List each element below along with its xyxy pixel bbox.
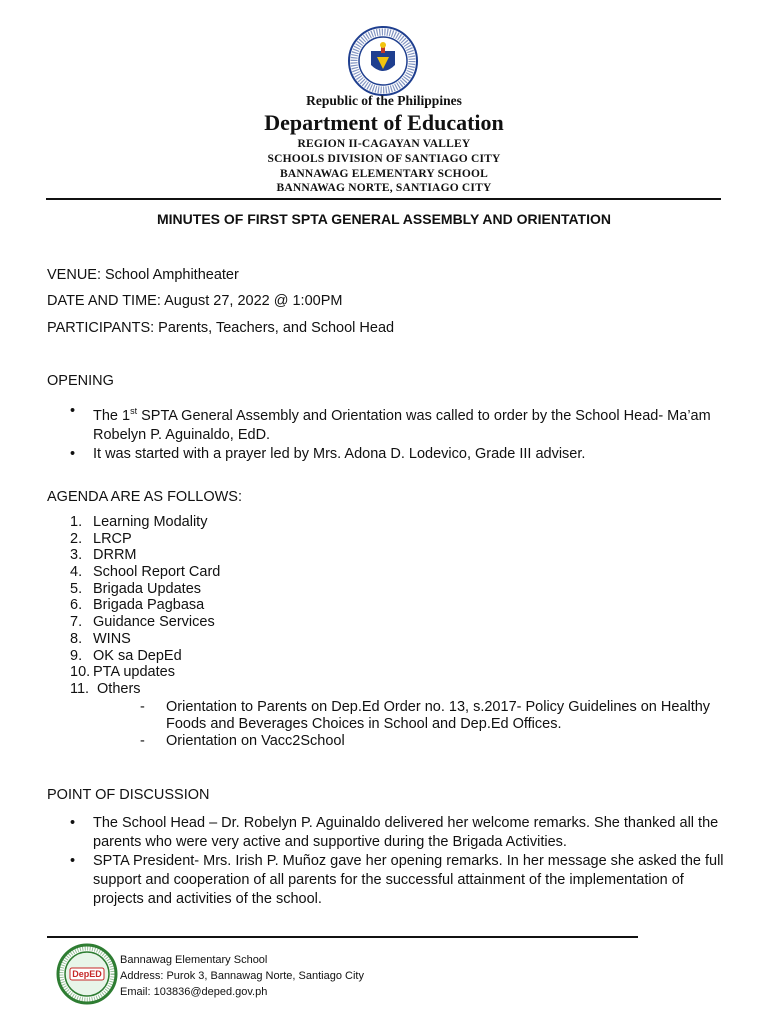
agenda-label: DRRM [93, 547, 137, 564]
list-item: - Orientation on Vacc2School [136, 733, 726, 750]
others-sublist [136, 699, 726, 750]
region-line: REGION II-CAGAYAN VALLEY [297, 138, 471, 150]
agenda-item [70, 564, 220, 581]
footer-address: Address: Purok 3, Bannawag Norte, Santiago City [120, 970, 364, 982]
agenda-heading: AGENDA ARE AS FOLLOWS: [47, 489, 243, 505]
agenda-item [70, 614, 220, 631]
agenda-number: 2. [70, 530, 83, 547]
logo-lettering: DepED [72, 969, 102, 979]
agenda-item [70, 514, 220, 531]
agenda-item [70, 597, 220, 614]
agenda-label: OK sa DepEd [93, 647, 182, 664]
footer-email: Email: 103836@deped.gov.ph [120, 986, 268, 998]
footer-school: Bannawag Elementary School [120, 954, 268, 966]
list-item: - Orientation to Parents on Dep.Ed Order no. 13, s.2017- Policy Guidelines on Healthy Foods and Beverages Choices in School and Dep.Ed Offices. [136, 699, 726, 733]
agenda-label: LRCP [93, 530, 132, 547]
footer-divider [47, 936, 638, 938]
agenda-number: 1. [70, 514, 83, 530]
agenda-number: 7. [70, 614, 83, 631]
location-line: BANNAWAG NORTE, SANTIAGO CITY [276, 182, 492, 194]
datetime-line: DATE AND TIME: August 27, 2022 @ 1:00PM [47, 293, 343, 309]
venue-line: VENUE: School Amphitheater [47, 267, 239, 283]
republic-line: Republic of the Philippines [306, 93, 462, 108]
list-item [70, 402, 720, 445]
agenda-number: 10. [70, 664, 91, 681]
department-name: Department of Education [264, 110, 504, 135]
list-item: • SPTA President- Mrs. Irish P. Muñoz gave her opening remarks. In her message she asked the full support and cooperation of all parents for the successful attainment of the implementation of projects and activities of the school. [70, 852, 730, 909]
agenda-item [70, 531, 220, 548]
agenda-label: School Report Card [93, 564, 221, 581]
participants-line: PARTICIPANTS: Parents, Teachers, and School Head [47, 320, 395, 336]
agenda-item [70, 631, 220, 648]
agenda-label: Learning Modality [93, 514, 208, 530]
agenda-number: 5. [70, 580, 83, 597]
agenda-number: 9. [70, 647, 83, 664]
opening-list [70, 402, 720, 464]
division-line: SCHOOLS DIVISION OF SANTIAGO CITY [267, 153, 501, 165]
agenda-list [70, 514, 220, 698]
agenda-number: 4. [70, 564, 83, 581]
school-logo [56, 943, 118, 1005]
deped-seal-logo [347, 25, 419, 97]
discussion-list [70, 814, 730, 909]
deped-seal-icon [347, 25, 419, 97]
agenda-label: Others [93, 680, 141, 697]
opening-bullet1-start: The 1 [93, 407, 131, 424]
agenda-number: 8. [70, 630, 83, 647]
school-line: BANNAWAG ELEMENTARY SCHOOL [280, 168, 488, 180]
agenda-label: Guidance Services [93, 614, 215, 631]
agenda-label: Brigada Updates [93, 580, 202, 597]
agenda-number: 6. [70, 597, 83, 614]
opening-bullet1-rest: SPTA General Assembly and Orientation was called to order by the School Head- Ma’am Robelyn P. Aguinaldo, EdD. [93, 407, 711, 443]
agenda-number: 3. [70, 547, 83, 564]
header-divider [46, 198, 721, 200]
agenda-label: Brigada Pagbasa [93, 597, 205, 614]
agenda-item [70, 681, 220, 698]
opening-heading: OPENING [47, 373, 114, 389]
agenda-label: PTA updates [93, 664, 175, 681]
agenda-item [70, 664, 220, 681]
discussion-heading: POINT OF DISCUSSION [47, 787, 210, 803]
agenda-item [70, 648, 220, 665]
school-seal-icon [56, 943, 118, 1005]
document-title: MINUTES OF FIRST SPTA GENERAL ASSEMBLY AND ORIENTATION [157, 211, 611, 227]
ordinal-suffix: st [130, 406, 138, 416]
list-item: • It was started with a prayer led by Mrs. Adona D. Lodevico, Grade III adviser. [70, 445, 720, 464]
agenda-label: WINS [93, 630, 131, 647]
agenda-number: 11. [70, 680, 90, 697]
list-item: • The School Head – Dr. Robelyn P. Aguinaldo delivered her welcome remarks. She thanked all the parents who were very active and supportive during the Brigada Activities. [70, 814, 730, 852]
agenda-item [70, 547, 220, 564]
agenda-item [70, 581, 220, 598]
